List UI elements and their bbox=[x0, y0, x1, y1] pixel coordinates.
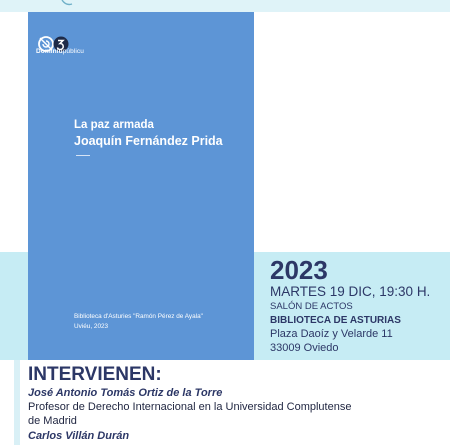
speaker-1-role-line-2: de Madrid bbox=[28, 415, 77, 427]
speakers-accent-bar bbox=[14, 360, 20, 445]
speaker-1-name: José Antonio Tomás Ortiz de la Torre bbox=[28, 387, 223, 399]
event-postal-city: 33009 Oviedo bbox=[270, 342, 339, 354]
publisher-info bbox=[74, 312, 203, 331]
event-street: Plaza Daoíz y Velarde 11 bbox=[270, 328, 393, 340]
cover-divider bbox=[76, 155, 90, 156]
event-library: BIBLIOTECA DE ASTURIAS bbox=[270, 315, 401, 326]
speakers-heading: INTERVIENEN: bbox=[28, 364, 162, 385]
publisher-line-1: Biblioteca d'Asturies "Ramón Pérez de Ayala" bbox=[74, 313, 203, 320]
book-cover bbox=[28, 12, 254, 360]
event-year: 2023 bbox=[270, 255, 328, 285]
book-author: Joaquín Fernández Prida bbox=[74, 134, 223, 148]
speaker-1-role-line-1: Profesor de Derecho Internacional en la Universidad Complutense bbox=[28, 401, 352, 413]
logo-wordmark-bold: Dominiu bbox=[36, 48, 63, 55]
publisher-line-2: Uviéu, 2023 bbox=[74, 322, 109, 330]
book-title: La paz armada bbox=[74, 119, 154, 131]
event-date-time: MARTES 19 DIC, 19:30 H. bbox=[270, 284, 431, 299]
top-logo-fragment bbox=[60, 0, 84, 6]
speaker-2-name: Carlos Villán Durán bbox=[28, 430, 130, 442]
logo-wordmark-light: públicu bbox=[62, 48, 85, 55]
event-room: SALÓN DE ACTOS bbox=[270, 301, 353, 312]
logo-wordmark bbox=[36, 48, 84, 55]
